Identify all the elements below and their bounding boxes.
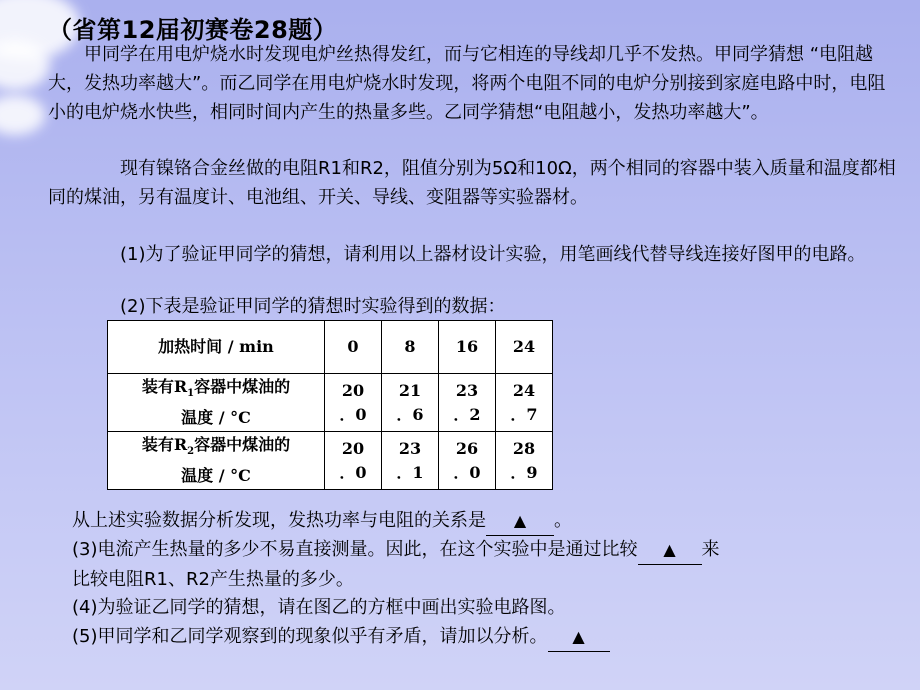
question-5-text: (5)甲同学和乙同学观察到的现象似乎有矛盾，请加以分析。 xyxy=(72,626,548,647)
value-cell xyxy=(382,374,439,432)
relation-question-end: 。 xyxy=(554,510,572,531)
header-label: 加热时间 / min xyxy=(158,337,274,356)
answer-blank[interactable] xyxy=(486,506,554,536)
answer-blank[interactable] xyxy=(548,622,610,652)
row-label-cell xyxy=(108,432,325,490)
row-label-sub: 1 xyxy=(187,388,195,400)
time-cell xyxy=(325,321,382,374)
answer-blank[interactable] xyxy=(638,535,702,565)
row-label-part: 装有R xyxy=(141,376,188,396)
value-cell xyxy=(496,432,553,490)
data-table xyxy=(107,320,553,490)
time-value: 16 xyxy=(455,337,479,356)
value-cell xyxy=(496,374,553,432)
value-int: 24 xyxy=(512,380,536,400)
value-dec: ．0 xyxy=(339,462,367,482)
time-cell xyxy=(382,321,439,374)
value-int: 26 xyxy=(455,438,479,458)
value-int: 28 xyxy=(512,438,536,458)
time-value: 0 xyxy=(347,337,359,356)
value-dec: ．0 xyxy=(339,404,367,424)
value-int: 20 xyxy=(341,380,365,400)
value-dec: ．9 xyxy=(510,462,538,482)
row-label-part: 容器中煤油的 xyxy=(194,376,291,396)
relation-question-text: 从上述实验数据分析发现，发热功率与电阻的关系是 xyxy=(72,510,486,531)
question-5 xyxy=(72,622,920,652)
value-int: 23 xyxy=(398,438,422,458)
value-dec: ．0 xyxy=(453,462,481,482)
triangle-icon: ▲ xyxy=(513,511,527,530)
value-cell xyxy=(325,432,382,490)
question-4: (4)为验证乙同学的猜想，请在图乙的方框中画出实验电路图。 xyxy=(72,597,566,618)
value-int: 20 xyxy=(341,438,365,458)
value-dec: ．1 xyxy=(396,462,424,482)
relation-question xyxy=(72,506,920,536)
value-cell xyxy=(382,432,439,490)
row-label-part: 装有R xyxy=(141,434,188,454)
question-3 xyxy=(72,535,920,594)
question-2: (2)下表是验证甲同学的猜想时实验得到的数据： xyxy=(48,296,506,317)
row-label-cell xyxy=(108,374,325,432)
row-label-sub: 2 xyxy=(187,446,195,458)
materials-paragraph: 现有镍铬合金丝做的电阻R1和R2，阻值分别为5Ω和10Ω，两个相同的容器中装入质量和温度都相同的煤油，另有温度计、电池组、开关、导线、变阻器等实验器材。 xyxy=(48,158,896,208)
header-label-cell xyxy=(108,321,325,374)
value-cell xyxy=(325,374,382,432)
question-1: (1)为了验证甲同学的猜想，请利用以上器材设计实验，用笔画线代替导线连接好图甲的电路。 xyxy=(48,244,866,265)
value-dec: ．2 xyxy=(453,404,481,424)
row-label-unit: 温度 / °C xyxy=(181,408,251,428)
time-value: 24 xyxy=(512,337,536,356)
value-int: 21 xyxy=(398,380,422,400)
row-label-unit: 温度 / °C xyxy=(181,466,251,486)
value-cell xyxy=(439,374,496,432)
question-3-continuation: 比较电阻R1、R2产生热量的多少。 xyxy=(72,569,354,590)
time-cell xyxy=(439,321,496,374)
time-value: 8 xyxy=(404,337,416,356)
question-3-text: (3)电流产生热量的多少不易直接测量。因此，在这个实验中是通过比较 xyxy=(72,539,638,560)
triangle-icon: ▲ xyxy=(572,627,585,646)
problem-title: （省第12届初赛卷28题） xyxy=(48,16,338,44)
triangle-icon: ▲ xyxy=(663,540,676,559)
value-dec: ．7 xyxy=(510,404,538,424)
table-row xyxy=(108,374,553,432)
question-3-text-end: 来 xyxy=(701,539,720,560)
cloud-decoration xyxy=(0,95,45,135)
time-cell xyxy=(496,321,553,374)
table-row xyxy=(108,432,553,490)
table-row xyxy=(108,321,553,374)
row-label-part: 容器中煤油的 xyxy=(194,434,291,454)
value-cell xyxy=(439,432,496,490)
intro-paragraph: 甲同学在用电炉烧水时发现电炉丝热得发红，而与它相连的导线却几乎不发热。甲同学猜想 “电阻越大，发热功率越大”。而乙同学在用电炉烧水时发现，将两个电阻不同的电炉分别接到家庭电路中时，电阻小的电炉烧水快些，相同时间内产生的热量多些。乙同学猜想“电阻越小，发热功率越大”。 xyxy=(48,44,886,123)
value-int: 23 xyxy=(455,380,479,400)
value-dec: ．6 xyxy=(396,404,424,424)
